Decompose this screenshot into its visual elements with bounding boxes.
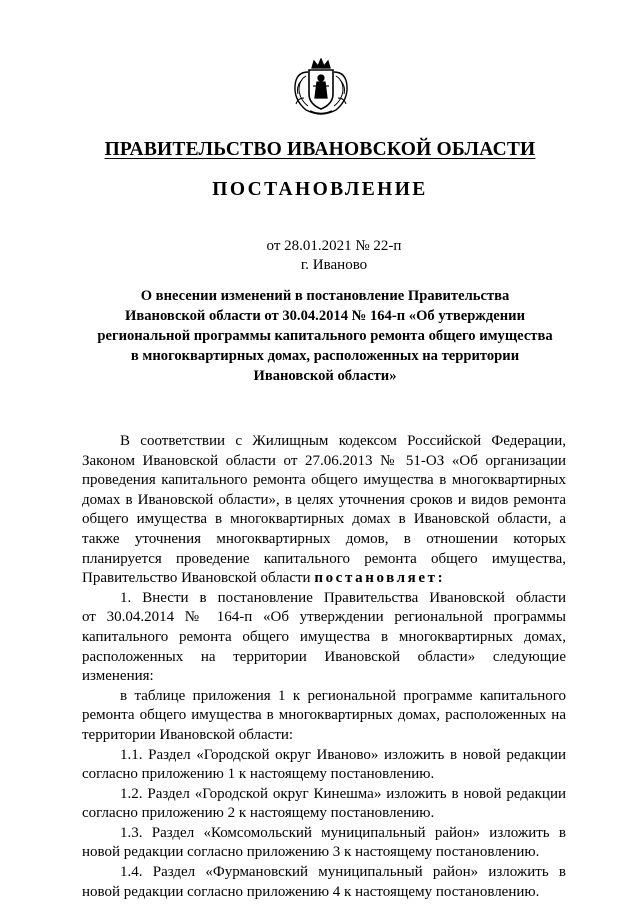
body-line: капитального ремонта общего имущества в многоквартирных домах, xyxy=(82,628,566,645)
subject-line: О внесении изменений в постановление Правительства xyxy=(140,288,510,304)
document-city: г. Иваново xyxy=(300,257,368,273)
body-line: 1. Внести в постановление Правительства Ивановской области xyxy=(120,589,566,606)
body-line: ремонта общего имущества в многоквартирных домах, расположенных на xyxy=(82,707,566,724)
body-line: территории Ивановской области: xyxy=(82,726,294,743)
body-line xyxy=(82,569,566,589)
sub-item-line: 1.1. Раздел «Городской округ Иваново» изложить в новой редакции xyxy=(120,746,566,763)
body-line: в таблице приложения 1 к региональной программе капитального xyxy=(120,687,566,704)
preamble-end: Правительство Ивановской области xyxy=(82,570,311,587)
body-line: домах в Ивановской области», в целях уточнения сроков и видов ремонта xyxy=(82,491,566,508)
document-date-number: от 28.01.2021 № 22-п xyxy=(266,238,402,254)
body-line: Законом Ивановской области от 27.06.2013 № 51-ОЗ «Об организации xyxy=(82,452,566,469)
body-line: общего имущества в многоквартирных домах в Ивановской области, а xyxy=(82,511,566,528)
subject-line: Ивановской области от 30.04.2014 № 164-п «Об утверждении xyxy=(125,308,525,324)
subject-line: в многоквартирных домах, расположенных на территории xyxy=(130,348,520,364)
document-subject xyxy=(60,286,590,386)
subject-line: Ивановской области» xyxy=(253,368,397,384)
body-line: от 30.04.2014 № 164-п «Об утверждении региональной программы xyxy=(82,609,566,626)
sub-item-line: согласно приложению 2 к настоящему постановлению. xyxy=(82,805,435,822)
body-line: изменения: xyxy=(82,668,154,685)
sub-item-line: согласно приложению 1 к настоящему постановлению. xyxy=(82,766,435,783)
sub-item-line: 1.4. Раздел «Фурмановский муниципальный район» изложить в xyxy=(120,864,566,881)
subject-line: региональной программы капитального ремонта общего имущества xyxy=(97,328,553,344)
decree-word: постановляет: xyxy=(314,570,446,587)
sub-item-line: новой редакции согласно приложению 3 к настоящему постановлению. xyxy=(82,844,540,861)
sub-item-line: 1.3. Раздел «Комсомольский муниципальный район» изложить в xyxy=(120,824,566,841)
body-line: В соответствии с Жилищным кодексом Российской Федерации, xyxy=(120,433,566,449)
document-type-title: ПОСТАНОВЛЕНИЕ xyxy=(212,179,428,200)
sub-item-line: 1.2. Раздел «Городской округ Кинешма» изложить в новой редакции xyxy=(120,785,566,802)
body-line: планируется проведение капитального ремонта общего имущества, xyxy=(82,550,566,567)
body-line: расположенных на территории Ивановской области» следующие xyxy=(82,648,566,665)
sub-item-line: новой редакции согласно приложению 4 к настоящему постановлению. xyxy=(82,883,540,900)
government-title: ПРАВИТЕЛЬСТВО ИВАНОВСКОЙ ОБЛАСТИ xyxy=(104,139,536,160)
body-line: проведения капитального ремонта общего имущества в многоквартирных xyxy=(82,472,566,489)
document-body xyxy=(82,432,566,902)
coat-of-arms-emblem xyxy=(290,58,352,116)
body-line: также уточнения многоквартирных домов, в отношении которых xyxy=(82,530,566,547)
